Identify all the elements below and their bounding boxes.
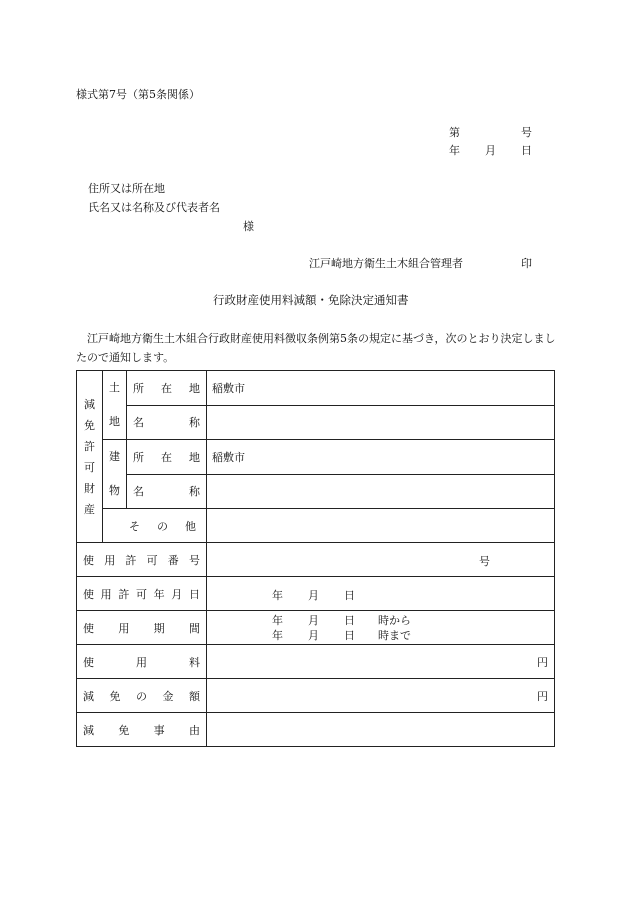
land-label-cell: 土 地 xyxy=(103,371,127,440)
reduction-reason-value xyxy=(207,713,555,747)
group-label-cell: 減 免 許 可 財 産 xyxy=(77,371,103,543)
reduction-amount-value: 円 xyxy=(207,679,555,713)
reduction-amount-label: 減 免 の 金 額 xyxy=(77,679,207,713)
other-label: そ の 他 xyxy=(103,509,207,543)
land-name-value xyxy=(207,405,555,440)
period-label: 使 用 期 間 xyxy=(77,611,207,645)
permit-date-label: 使 用 許 可 年 月 日 xyxy=(77,577,207,611)
body-text: 江戸崎地方衛生土木組合行政財産使用料徴収条例第5条の規定に基づき，次のとおり決定しましたので通知します。 xyxy=(76,332,556,364)
addressee-name: 氏名又は名称及び代表者名 xyxy=(88,201,220,214)
fee-label: 使 用 料 xyxy=(77,645,207,679)
date-tsuki: 月 xyxy=(485,144,496,157)
date-hi: 日 xyxy=(521,144,532,157)
permit-date-value: 年 月 日 xyxy=(207,577,555,611)
issuer-seal: 印 xyxy=(521,257,532,270)
document-title: 行政財産使用料減額・免除決定通知書 xyxy=(213,293,409,307)
addressee-address: 住所又は所在地 xyxy=(88,182,165,195)
addressee-sama: 様 xyxy=(243,220,254,233)
bldg-label-cell: 建 物 xyxy=(103,440,127,509)
land-location-value: 稲敷市 xyxy=(207,371,555,406)
permit-number-value: 号 xyxy=(207,543,555,577)
reduction-reason-label: 減 免 事 由 xyxy=(77,713,207,747)
period-value: 年 月 日 時から 年 月 日 時まで xyxy=(207,611,555,645)
land-name-label: 名 称 xyxy=(127,405,207,440)
other-value xyxy=(207,509,555,543)
permit-number-label: 使 用 許 可 番 号 xyxy=(77,543,207,577)
date-nen: 年 xyxy=(449,144,460,157)
bldg-name-value xyxy=(207,474,555,509)
issuer-name: 江戸崎地方衛生土木組合管理者 xyxy=(309,257,463,270)
bldg-name-label: 名 称 xyxy=(127,474,207,509)
fee-value: 円 xyxy=(207,645,555,679)
property-table xyxy=(76,370,555,747)
form-label: 様式第7号（第5条関係） xyxy=(76,88,200,101)
doc-number-dai: 第 xyxy=(449,126,460,139)
bldg-location-label: 所 在 地 xyxy=(127,440,207,475)
land-location-label: 所 在 地 xyxy=(127,371,207,406)
doc-number-go: 号 xyxy=(521,126,532,139)
bldg-location-value: 稲敷市 xyxy=(207,440,555,475)
